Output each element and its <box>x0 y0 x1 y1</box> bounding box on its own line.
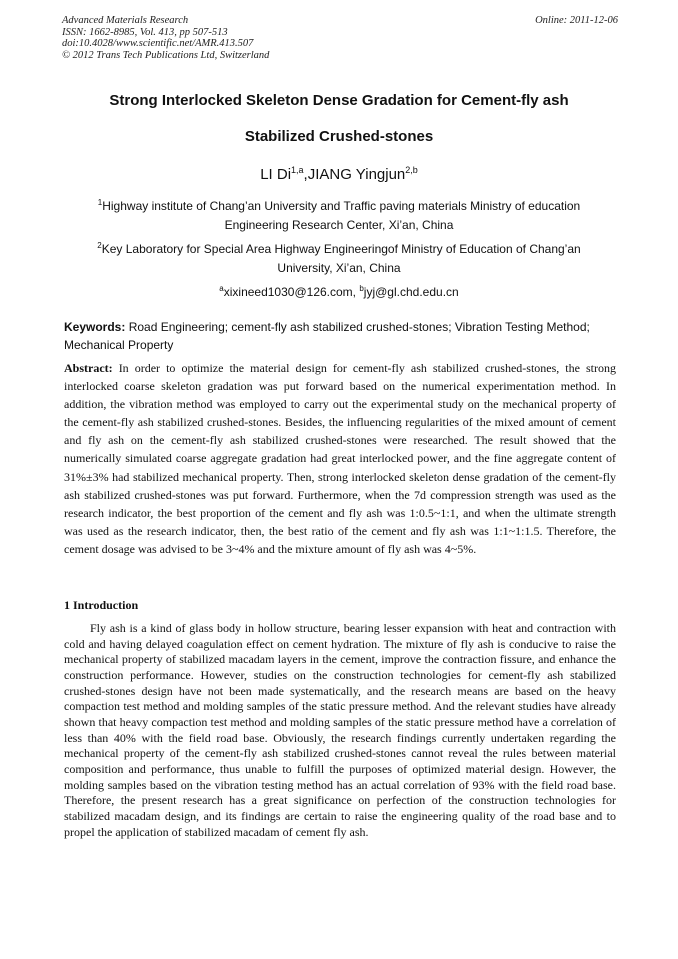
author-line <box>64 165 614 183</box>
journal-header <box>62 15 618 61</box>
journal-name: Advanced Materials Research <box>62 15 189 26</box>
affiliation-1-text: Highway institute of Chang’an University and Traffic paving materials Ministry of education Engineering Research Center, Xi’an, China <box>102 199 581 232</box>
email-a: xixineed1030@126.com, <box>223 285 360 299</box>
email-b: jyj@gl.chd.edu.cn <box>363 285 459 299</box>
author-2: JIANG Yingjun <box>307 166 406 183</box>
keywords-label: Keywords: <box>64 320 126 334</box>
abstract-text: In order to optimize the material design for cement-fly ash stabilized crushed-stones, the strong interlocked coarse skeleton gradation was put forward based on the numerical experimentation method. In addition, the vibration method was employed to carry out the experimental study on the mechanical property of the cement-fly ash stabilized crushed-stones. Besides, the influencing regularities of the mixed amount of cement and fly ash on the cement-fly ash stabilized crushed-stones were researched. The result showed that the numerically simulated coarse aggregate gradation had great interlocked power, and the fine aggregate content of 31%±3% had stabilized mechanical property. Then, strong interlocked skeleton dense gradation of the cement-fly ash stabilized crushed-stones was put forward. Furthermore, when the 7d compression strength was used as the research indicator, the best proportion of the cement and fly ash was 1:0.5~1:1, and when the ultimate strength was used as the research indicator, then, the best ratio of the cement and fly ash was 1:1~1:1.5. Therefore, the cement dosage was advised to be 3~4% and the mixture amount of fly ash was 4~5%. <box>64 361 616 556</box>
email-a-marker: a <box>219 284 224 293</box>
copyright-line: © 2012 Trans Tech Publications Ltd, Switzerland <box>62 49 270 61</box>
author-1-superscript: 1,a <box>291 165 304 175</box>
affiliation-2 <box>80 236 598 278</box>
author-2-superscript: 2,b <box>405 165 418 175</box>
paper-title-line2: Stabilized Crushed-stones <box>244 128 434 145</box>
affiliation-1 <box>80 193 598 235</box>
affiliation-2-text: Key Laboratory for Special Area Highway Engineeringof Ministry of Education of Chang’an University, Xi’an, China <box>101 242 581 275</box>
section-heading-introduction: 1 Introduction <box>64 598 139 612</box>
online-date: Online: 2011-12-06 <box>535 15 618 26</box>
doi-line: doi:10.4028/www.scientific.net/AMR.413.507 <box>62 38 254 49</box>
keywords-text: Road Engineering; cement-fly ash stabilized crushed-stones; Vibration Testing Method; Mechanical Property <box>64 320 590 352</box>
affiliation-1-marker: 1 <box>97 198 103 207</box>
keywords-block <box>64 318 616 354</box>
email-b-marker: b <box>359 284 364 293</box>
paper-title-line1: Strong Interlocked Skeleton Dense Gradation for Cement-fly ash <box>109 92 569 109</box>
introduction-paragraph: Fly ash is a kind of glass body in hollow structure, bearing lesser expansion with heat and contraction with cold and having delayed coagulation effect on cement hydration. The mixture of fly ash is conducive to raise the mechanical property of stabilized macadam layers in the cement, improve the contraction fissure, and enhance the construction performance. However, studies on the construction technologies for cement-fly ash stabilized crushed-stones design have not been made systematically, and the research means are based on the heavy compaction test method and molding samples of the static pressure method. And the relevant studies have already shown that heavy compaction test method and molding samples of the static pressure method have a correlation of less than 40% with the field road base. Obviously, the research findings currently undertaken regarding the mechanical property of the cement-fly ash stabilized crushed-stones cannot reveal the rules between material composition and performance, thus unable to fulfill the purposes of optimized material design. However, the molding samples based on the vibration testing method has an actual correlation of 93% with the field road base. Therefore, the present research has a great significance on perfection of the construction technologies for stabilized macadam design, and its findings are certain to raise the engineering quality of the road base and to propel the application of stabilized macadam of cement fly ash. <box>64 621 616 839</box>
author-1: LI Di <box>260 166 292 183</box>
abstract-block <box>64 359 616 558</box>
author-separator: , <box>303 166 308 183</box>
issn-line: ISSN: 1662-8985, Vol. 413, pp 507-513 <box>62 26 228 38</box>
author-emails <box>80 279 598 302</box>
affiliation-2-marker: 2 <box>97 241 102 250</box>
abstract-label: Abstract: <box>64 361 113 375</box>
